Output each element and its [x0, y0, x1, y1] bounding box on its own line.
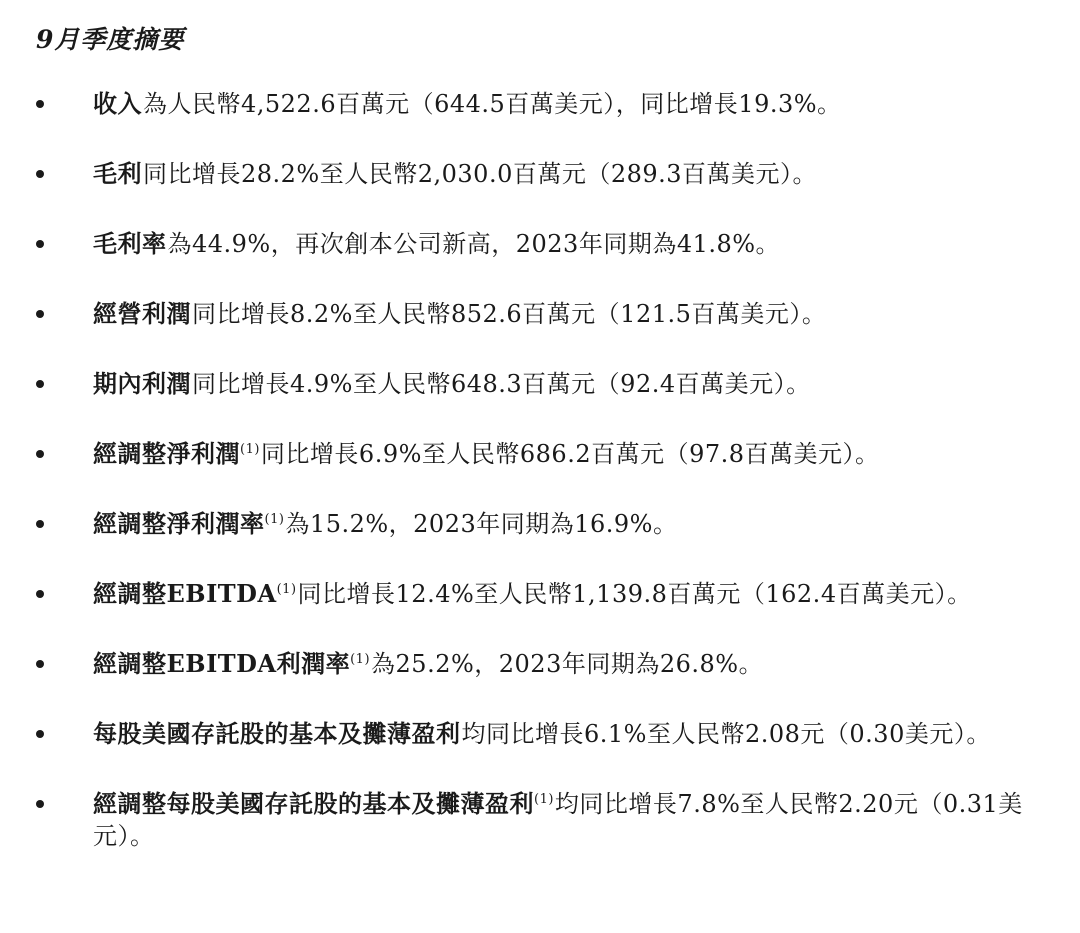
bullet-dot — [36, 170, 44, 178]
item-text: 均同比增長7.8%至人民幣2.20元（0.31美元）。 — [93, 790, 1023, 850]
bullet-dot — [36, 450, 44, 458]
bullet-dot — [36, 240, 44, 248]
list-item — [0, 648, 1080, 680]
item-term: 毛利 — [93, 159, 142, 188]
item-text: 同比增長8.2%至人民幣852.6百萬元（121.5百萬美元）。 — [192, 300, 827, 328]
bullet-dot — [36, 800, 44, 808]
item-text: 為人民幣4,522.6百萬元（644.5百萬美元），同比增長19.3%。 — [143, 90, 842, 118]
list-item — [0, 578, 1080, 610]
item-term: 經調整EBITDA利潤率 — [93, 649, 351, 678]
footnote-marker: (1) — [240, 442, 260, 457]
item-term: 經營利潤 — [93, 299, 191, 328]
item-term: 經調整EBITDA — [93, 579, 277, 608]
list-item — [0, 508, 1080, 540]
highlights-list — [0, 88, 1080, 852]
item-text: 為15.2%，2023年同期為16.9%。 — [285, 510, 678, 538]
list-item — [0, 368, 1080, 400]
list-item — [0, 718, 1080, 750]
bullet-dot — [36, 380, 44, 388]
footnote-marker: (1) — [350, 652, 371, 667]
item-term: 毛利率 — [93, 229, 167, 258]
item-text: 均同比增長6.1%至人民幣2.08元（0.30美元）。 — [461, 720, 991, 748]
item-text: 為25.2%，2023年同期為26.8%。 — [371, 650, 764, 678]
list-item — [0, 788, 1080, 852]
item-text: 同比增長28.2%至人民幣2,030.0百萬元（289.3百萬美元）。 — [143, 160, 818, 188]
list-item — [0, 158, 1080, 190]
item-term: 經調整每股美國存託股的基本及攤薄盈利 — [93, 789, 534, 818]
item-text: 同比增長4.9%至人民幣648.3百萬元（92.4百萬美元）。 — [192, 370, 811, 398]
item-term: 期內利潤 — [93, 369, 191, 398]
list-item — [0, 298, 1080, 330]
footnote-marker: (1) — [264, 512, 285, 527]
item-term: 收入 — [93, 89, 142, 118]
item-term: 經調整淨利潤 — [93, 439, 240, 468]
list-item — [0, 228, 1080, 260]
list-item — [0, 88, 1080, 120]
bullet-dot — [36, 100, 44, 108]
section-heading: 9月季度摘要 — [36, 25, 185, 54]
bullet-dot — [36, 590, 44, 598]
footnote-marker: (1) — [534, 792, 554, 807]
bullet-dot — [36, 660, 44, 668]
item-text: 同比增長6.9%至人民幣686.2百萬元（97.8百萬美元）。 — [260, 440, 880, 468]
bullet-dot — [36, 520, 44, 528]
list-item — [0, 438, 1080, 470]
footnote-marker: (1) — [276, 582, 297, 597]
item-text: 同比增長12.4%至人民幣1,139.8百萬元（162.4百萬美元）。 — [297, 580, 972, 608]
item-term: 每股美國存託股的基本及攤薄盈利 — [93, 719, 461, 748]
bullet-dot — [36, 310, 44, 318]
item-text: 為44.9%，再次創本公司新高，2023年同期為41.8%。 — [167, 230, 781, 258]
item-term: 經調整淨利潤率 — [93, 509, 265, 538]
bullet-dot — [36, 730, 44, 738]
